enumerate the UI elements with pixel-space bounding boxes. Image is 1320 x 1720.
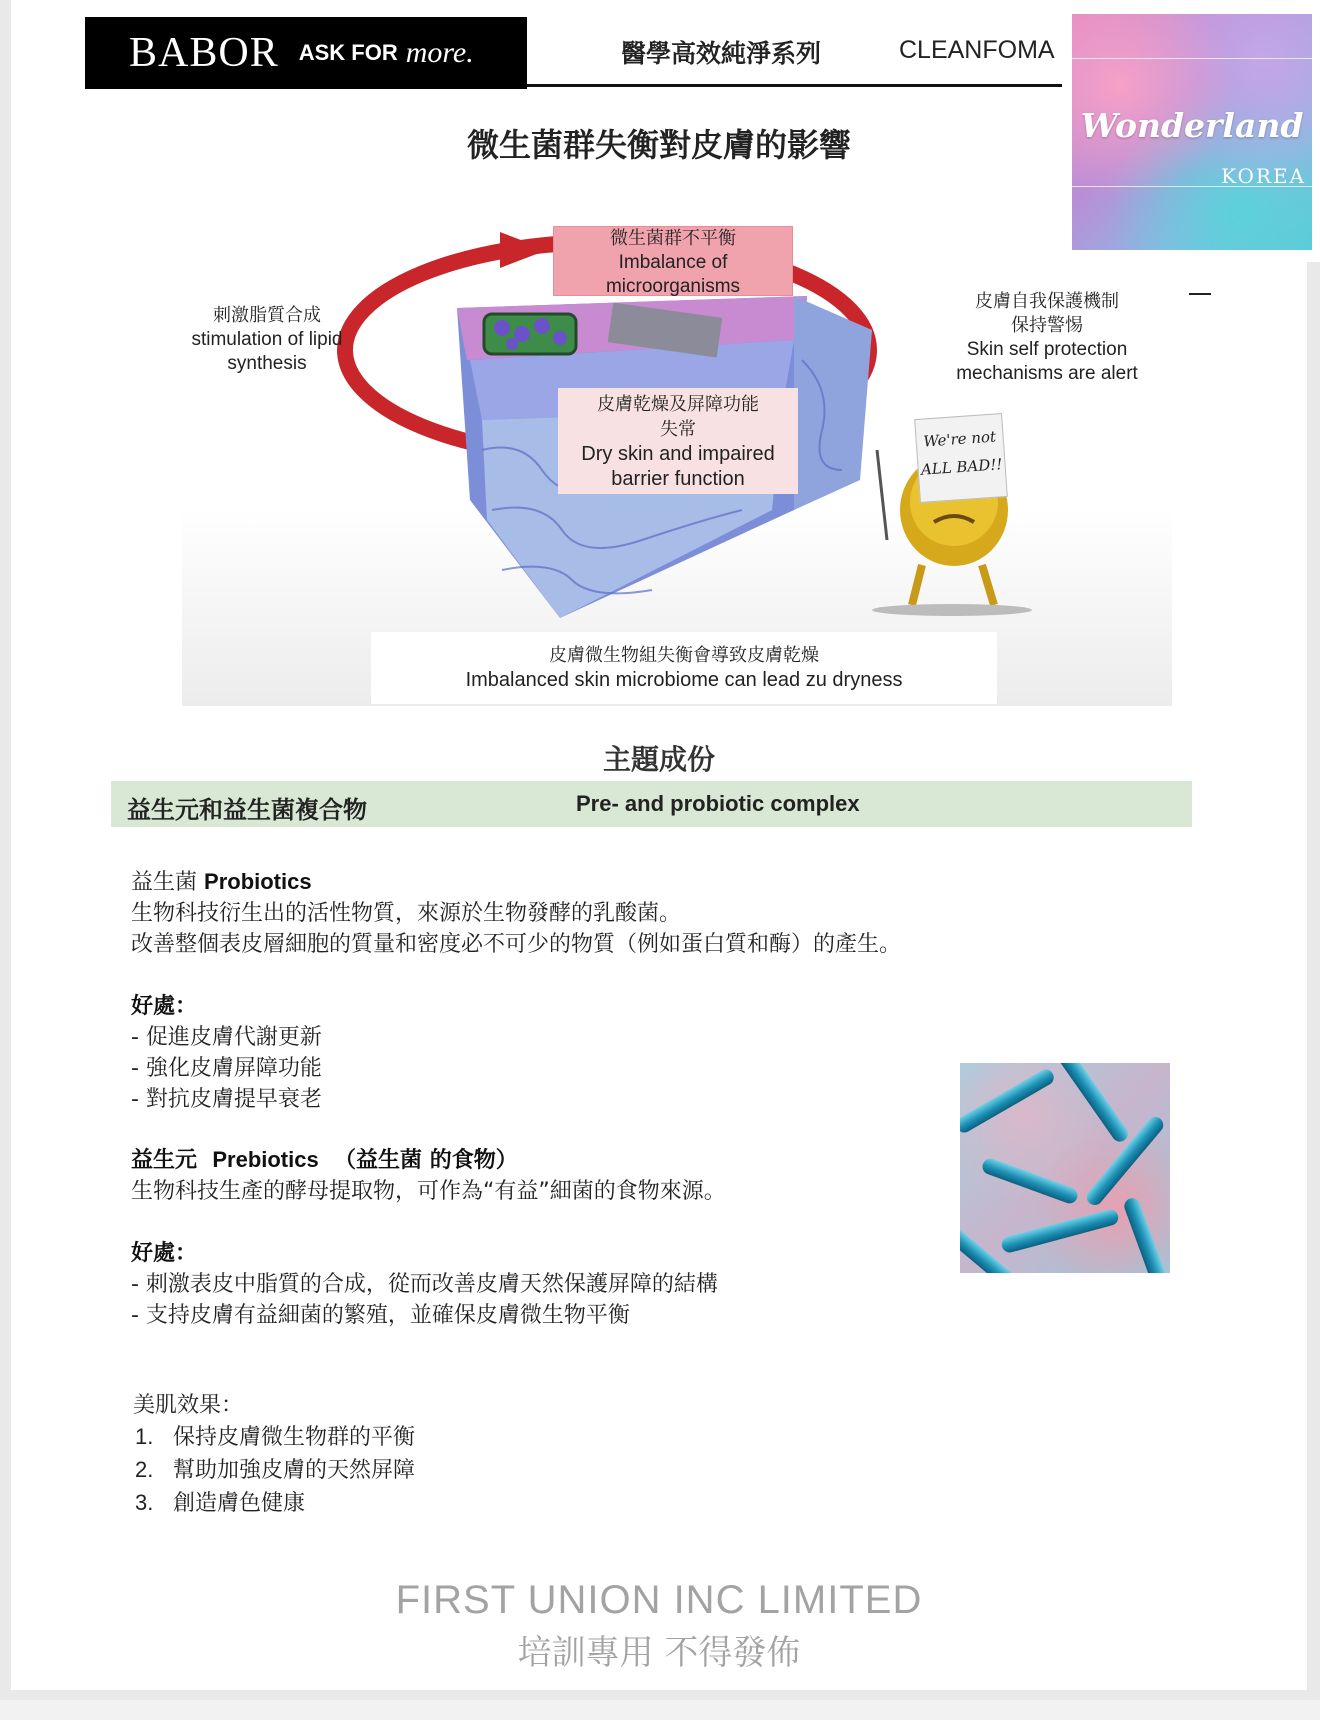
prebiotics-benefit: - 支持皮膚有益細菌的繁殖，並確保皮膚微生物平衡 bbox=[131, 1303, 630, 1328]
series-title: 醫學高效純淨系列 bbox=[621, 39, 822, 68]
ingredient-cn: 益生元和益生菌複合物 bbox=[127, 796, 367, 824]
effects-item-text: 幫助加強皮膚的天然屏障 bbox=[173, 1458, 416, 1483]
effects-item-number: 1. bbox=[135, 1424, 154, 1449]
prebiotics-benefits-heading: 好處： bbox=[131, 1241, 198, 1266]
bacteria-image bbox=[960, 1063, 1170, 1273]
ingredient-bar bbox=[111, 781, 1192, 827]
probiotics-benefit: - 促進皮膚代謝更新 bbox=[131, 1025, 322, 1050]
protection-cn-2: 保持警惕 bbox=[1011, 315, 1083, 336]
effects-item-number: 2. bbox=[135, 1457, 154, 1482]
dash-mark bbox=[1189, 293, 1211, 295]
lipid-en-2: synthesis bbox=[227, 353, 307, 374]
logo-more: more. bbox=[405, 36, 474, 69]
bottom-strip bbox=[0, 1700, 1320, 1720]
effects-item bbox=[135, 1487, 415, 1520]
probiotics-heading bbox=[131, 866, 901, 898]
wonderland-watermark bbox=[1062, 0, 1320, 262]
lipid-synthesis-label bbox=[182, 304, 352, 376]
imbalance-cn: 微生菌群不平衡 bbox=[610, 228, 736, 249]
self-protection-label bbox=[937, 290, 1157, 386]
footer-notice: 培訓專用 不得發佈 bbox=[517, 1633, 801, 1673]
probiotics-benefit: - 強化皮膚屏障功能 bbox=[131, 1056, 322, 1081]
diagram-caption bbox=[371, 632, 997, 704]
watermark-art bbox=[1072, 14, 1312, 250]
caption-en: Imbalanced skin microbiome can lead zu dryness bbox=[465, 669, 903, 691]
effects-heading: 美肌效果： bbox=[133, 1393, 244, 1418]
monster-sign bbox=[914, 413, 1008, 503]
effects-item-number: 3. bbox=[135, 1490, 154, 1515]
prebiotics-benefit: - 刺激表皮中脂質的合成，從而改善皮膚天然保護屏障的結構 bbox=[131, 1272, 718, 1297]
protection-cn-1: 皮膚自我保護機制 bbox=[975, 291, 1119, 312]
protection-en-1: Skin self protection bbox=[966, 339, 1128, 360]
probiotics-line-1: 生物科技衍生出的活性物質，來源於生物發酵的乳酸菌。 bbox=[131, 901, 682, 926]
caption-cn: 皮膚微生物組失衡會導致皮膚乾燥 bbox=[549, 645, 819, 666]
logo-brand: BABOR bbox=[129, 30, 279, 76]
lipid-en-1: stimulation of lipid bbox=[191, 329, 343, 350]
dry-skin-cn-1: 皮膚乾燥及屏障功能 bbox=[597, 394, 759, 415]
sign-line-2: ALL BAD!! bbox=[920, 455, 1003, 479]
effects-item-text: 創造膚色健康 bbox=[173, 1491, 306, 1516]
probiotics-section bbox=[131, 866, 901, 1115]
imbalance-en-2: microorganisms bbox=[605, 276, 741, 297]
lipid-cn: 刺激脂質合成 bbox=[213, 305, 321, 326]
sign-line-1: We're not bbox=[922, 427, 997, 451]
prebiotics-label-note: （益生菌 的食物） bbox=[334, 1148, 518, 1173]
header-divider bbox=[527, 84, 1075, 87]
probiotics-label-cn: 益生菌 bbox=[131, 870, 198, 895]
prebiotics-label-en: Prebiotics bbox=[212, 1147, 319, 1172]
probiotics-benefits-heading: 好處： bbox=[131, 994, 198, 1019]
dry-skin-box bbox=[558, 388, 798, 494]
watermark-title: Wonderland bbox=[1080, 106, 1304, 145]
probiotics-line-2: 改善整個表皮層細胞的質量和密度必不可少的物質（例如蛋白質和酶）的產生。 bbox=[131, 932, 902, 957]
babor-logo bbox=[85, 17, 527, 89]
ingredient-en: Pre- and probiotic complex bbox=[576, 791, 860, 816]
prebiotics-section bbox=[131, 1144, 726, 1331]
probiotics-benefit: - 對抗皮膚提早衰老 bbox=[131, 1087, 322, 1112]
section-title: 主題成份 bbox=[602, 743, 715, 776]
logo-ask-for: ASK FOR bbox=[298, 40, 398, 65]
product-name: CLEANFOMA bbox=[899, 36, 1055, 64]
dry-skin-cn-2: 失常 bbox=[660, 419, 696, 440]
prebiotics-line-1: 生物科技生產的酵母提取物，可作為“有益”細菌的食物來源。 bbox=[131, 1179, 726, 1204]
prebiotics-label-cn: 益生元 bbox=[131, 1148, 198, 1173]
microbiome-diagram bbox=[182, 210, 1172, 706]
watermark-subtitle: KOREA bbox=[1221, 164, 1306, 188]
effects-item-text: 保持皮膚微生物群的平衡 bbox=[173, 1425, 416, 1450]
imbalance-box bbox=[553, 226, 793, 296]
footer-company: FIRST UNION INC LIMITED bbox=[395, 1578, 923, 1622]
effects-list bbox=[135, 1421, 415, 1520]
imbalance-en-1: Imbalance of bbox=[618, 252, 728, 273]
dry-skin-en-1: Dry skin and impaired bbox=[581, 443, 775, 465]
probiotics-label-en: Probiotics bbox=[204, 869, 312, 894]
dry-skin-en-2: barrier function bbox=[611, 468, 745, 490]
prebiotics-heading bbox=[131, 1144, 726, 1176]
protection-en-2: mechanisms are alert bbox=[956, 363, 1138, 384]
slide-title: 微生菌群失衡對皮膚的影響 bbox=[466, 126, 851, 164]
effects-item bbox=[135, 1421, 415, 1454]
effects-item bbox=[135, 1454, 415, 1487]
